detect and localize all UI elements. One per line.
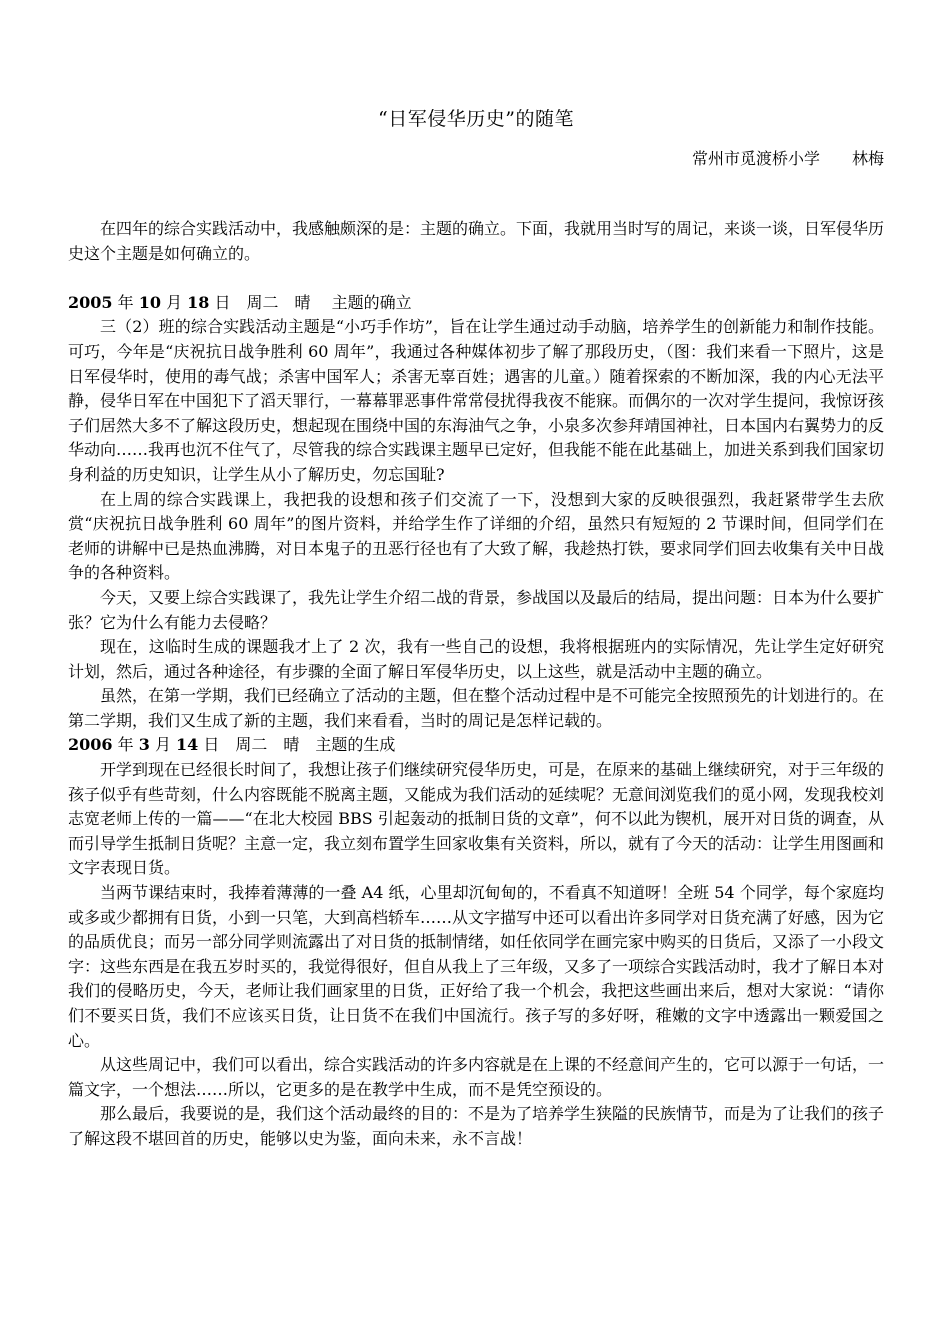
entry-paragraph: 今天，又要上综合实践课了，我先让学生介绍二战的背景，参战国以及最后的结局，提出问题：日本为什么要扩张？它为什么有能力去侵略？ [68,587,885,632]
entry-paragraph: 开学到现在已经很长时间了，我想让孩子们继续研究侵华历史，可是，在原来的基础上继续研究，对于三年级的孩子似乎有些苛刻，什么内容既能不脱离主题，又能成为我们活动的延续呢？无意间浏览我们的觅小网，发现我校刘志宽老师上传的一篇——“在北大校园 BBS 引起轰动的抵制日货的文章”，何不以此为锲机，展开对日货的调查，从而引导学生抵制日货呢？主意一定，我立刻布置学生回家收集有关资料，所以，就有了今天的活动：让学生用图画和文字表现日货。 [68,760,885,878]
author-byline: 常州市觅渡桥小学 林梅 [691,149,884,168]
entry-paragraph: 现在，这临时生成的课题我才上了 2 次，我有一些自己的设想，我将根据班内的实际情况，先让学生定好研究计划，然后，通过各种途径，有步骤的全面了解日军侵华历史，以上这些，就是活动中主题的确立。 [68,637,884,681]
entry-year: 2006 [68,735,113,755]
entry-date-heading [68,291,884,316]
entry-year: 2005 [68,292,113,312]
entry-day: 14 [176,735,199,755]
entry-heading-rest: 日 周二 晴 主题的生成 [198,735,396,755]
document-body [68,217,884,1152]
intro-paragraph: 在四年的综合实践活动中，我感触颇深的是：主题的确立。下面，我就用当时写的周记，来谈一谈，日军侵华历史这个主题是如何确立的。 [68,219,885,263]
entry-month-unit: 月 [160,292,188,312]
entry-paragraph: 在上周的综合实践课上，我把我的设想和孩子们交流了一下，没想到大家的反映很强烈，我赶紧带学生去欣赏“庆祝抗日战争胜利 60 周年”的图片资料，并给学生作了详细的介绍，虽然只有短短的 2 节课时间，但同学们在老师的讲解中已是热血沸腾，对日本鬼子的丑恶行径也有了大致了解，我趁热打铁，要求同学们回去收集有关中日战争的各种资料。 [68,489,885,583]
entry-paragraph: 当两节课结束时，我捧着薄薄的一叠 A4 纸，心里却沉甸甸的，不看真不知道呀！全班 54 个同学，每个家庭均或多或少都拥有日货，小到一只笔，大到高档轿车……从文字描写中还可以看出许多同学对日货充满了好感，因为它的品质优良；而另一部分同学则流露出了对日货的抵制情绪，如任依同学在画完家中购买的日货后，又添了一小段文字：这些东西是在我五岁时买的，我觉得很好，但自从我上了三年级，又多了一项综合实践活动时，我才了解日本对我们的侵略历史，今天，老师让我们画家里的日货，正好给了我一个机会，我把这些画出来后，想对大家说：“请你们不要买日货，我们不应该买日货，让日货不在我们中国流行。孩子写的多好呀，稚嫩的文字中透露出一颗爱国之心。 [68,883,885,1050]
entry-month-unit: 月 [149,735,177,755]
entry-paragraph: 那么最后，我要说的是，我们这个活动最终的目的：不是为了培养学生狭隘的民族情节，而是为了让我们的孩子了解这段不堪回首的历史，能够以史为鉴，面向未来，永不言战！ [68,1104,885,1148]
entry-day: 18 [187,292,210,312]
entry-year-unit: 年 [112,735,139,755]
document-title: “日军侵华历史”的随笔 [378,108,574,130]
entry-year-unit: 年 [112,292,139,312]
entry-date-heading [68,733,884,758]
entry-heading-rest: 日 周二 晴 主题的确立 [209,292,412,312]
entry-paragraph: 从这些周记中，我们可以看出，综合实践活动的许多内容就是在上课的不经意间产生的，它可以源于一句话，一篇文字，一个想法……所以，它更多的是在教学中生成，而不是凭空预设的。 [68,1055,885,1099]
entry-paragraph: 虽然，在第一学期，我们已经确立了活动的主题，但在整个活动过程中是不可能完全按照预先的计划进行的。在第二学期，我们又生成了新的主题，我们来看看，当时的周记是怎样记载的。 [68,686,885,730]
entry-month: 10 [138,292,161,312]
entry-paragraph: 三（2）班的综合实践活动主题是“小巧手作坊”，旨在让学生通过动手动脑，培养学生的创新能力和制作技能。可巧，今年是“庆祝抗日战争胜利 60 周年”，我通过各种媒体初步了解了那段历史，（图：我们来看一下照片，这是日军侵华时，使用的毒气战；杀害中国军人；杀害无辜百姓；遇害的儿童。）随着探索的不断加深，我的内心无法平静，侵华日军在中国犯下了滔天罪行，一幕幕罪恶事件常常侵扰得我夜不能寐。而偶尔的一次对学生提问，我惊讶孩子们居然大多不了解这段历史，想起现在围绕中国的东海油气之争，小泉多次参拜靖国神社，日本国内右翼势力的反华动向……我再也沉不住气了，尽管我的综合实践课主题早已定好，但我能不能在此基础上，加进关系到我们国家切身利益的历史知识，让学生从小了解历史，勿忘国耻? [68,317,885,484]
entry-month: 3 [138,735,150,755]
